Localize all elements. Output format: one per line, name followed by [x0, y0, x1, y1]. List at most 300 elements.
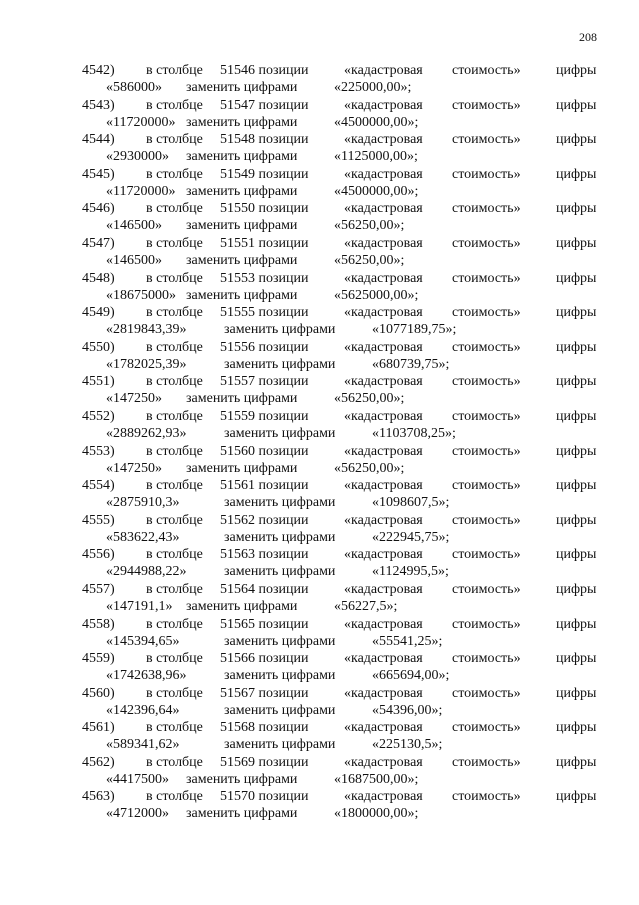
cadastral-label: «кадастровая	[344, 235, 423, 251]
new-value: «1077189,75»;	[372, 322, 457, 338]
column-number: 51553	[220, 270, 255, 286]
column-number: 51556	[220, 339, 255, 355]
column-position	[220, 97, 309, 114]
column-position	[220, 235, 309, 252]
digits-label: цифры	[556, 512, 597, 528]
amendment-item	[82, 62, 602, 97]
position-label: позиции	[258, 720, 309, 736]
cost-label: стоимость»	[452, 97, 521, 113]
position-label: позиции	[258, 754, 309, 770]
amendment-line-1	[82, 788, 602, 805]
cost-label: стоимость»	[452, 270, 521, 286]
amendment-line-1	[82, 97, 602, 114]
column-position	[220, 719, 309, 736]
column-number: 51549	[220, 166, 255, 182]
cost-label: стоимость»	[452, 789, 521, 805]
old-value: «142396,64»	[106, 702, 180, 718]
amendment-item	[82, 754, 602, 789]
new-value: «4500000,00»;	[334, 114, 419, 130]
in-column-label: в столбце	[146, 270, 203, 286]
old-value: «586000»	[106, 80, 162, 95]
cost-label: стоимость»	[452, 201, 521, 217]
position-label: позиции	[258, 443, 309, 459]
column-number: 51557	[220, 374, 255, 390]
replace-label: заменить цифрами	[186, 806, 298, 822]
column-position	[220, 546, 309, 563]
cadastral-label: «кадастровая	[344, 651, 423, 667]
amendment-line-2	[82, 183, 602, 200]
amendment-line-1	[82, 616, 602, 633]
digits-label: цифры	[556, 63, 597, 78]
digits-label: цифры	[556, 166, 597, 182]
new-value: «222945,75»;	[372, 529, 450, 545]
old-value: «147191,1»	[106, 598, 173, 614]
amendment-item	[82, 373, 602, 408]
column-position	[220, 754, 309, 771]
item-number: 4557)	[82, 581, 115, 597]
digits-label: цифры	[556, 547, 597, 563]
in-column-label: в столбце	[146, 63, 203, 78]
digits-label: цифры	[556, 235, 597, 251]
replace-label: заменить цифрами	[224, 737, 336, 753]
position-label: позиции	[258, 547, 309, 563]
column-number: 51560	[220, 443, 255, 459]
item-number: 4552)	[82, 408, 115, 424]
amendment-line-1	[82, 754, 602, 771]
column-position	[220, 408, 309, 425]
position-label: позиции	[258, 201, 309, 217]
digits-label: цифры	[556, 685, 597, 701]
replace-label: заменить цифрами	[186, 80, 298, 95]
page-number: 208	[579, 30, 597, 44]
cost-label: стоимость»	[452, 651, 521, 667]
old-value: «11720000»	[106, 114, 176, 130]
in-column-label: в столбце	[146, 789, 203, 805]
amendment-line-2	[82, 633, 602, 650]
position-label: позиции	[258, 305, 309, 321]
cost-label: стоимость»	[452, 339, 521, 355]
new-value: «56250,00»;	[334, 252, 405, 268]
item-number: 4559)	[82, 651, 115, 667]
replace-label: заменить цифрами	[186, 218, 298, 234]
replace-label: заменить цифрами	[224, 495, 336, 511]
column-position	[220, 616, 309, 633]
amendment-item	[82, 131, 602, 166]
new-value: «56250,00»;	[334, 460, 405, 476]
column-position	[220, 270, 309, 287]
new-value: «1687500,00»;	[334, 771, 419, 787]
item-number: 4558)	[82, 616, 115, 632]
in-column-label: в столбце	[146, 305, 203, 321]
in-column-label: в столбце	[146, 408, 203, 424]
item-number: 4550)	[82, 339, 115, 355]
amendment-line-2	[82, 805, 602, 822]
cost-label: стоимость»	[452, 408, 521, 424]
amendment-line-1	[82, 650, 602, 667]
amendment-line-1	[82, 270, 602, 287]
column-position	[220, 200, 309, 217]
cadastral-label: «кадастровая	[344, 720, 423, 736]
old-value: «2930000»	[106, 149, 169, 165]
item-number: 4562)	[82, 754, 115, 770]
cadastral-label: «кадастровая	[344, 166, 423, 182]
item-number: 4561)	[82, 720, 115, 736]
old-value: «4712000»	[106, 806, 169, 822]
cadastral-label: «кадастровая	[344, 374, 423, 390]
cost-label: стоимость»	[452, 547, 521, 563]
item-number: 4544)	[82, 132, 115, 148]
digits-label: цифры	[556, 789, 597, 805]
amendment-line-2	[82, 390, 602, 407]
position-label: позиции	[258, 512, 309, 528]
amendment-item	[82, 443, 602, 478]
column-position	[220, 339, 309, 356]
in-column-label: в столбце	[146, 201, 203, 217]
amendment-line-2	[82, 736, 602, 753]
position-label: позиции	[258, 685, 309, 701]
item-number: 4545)	[82, 166, 115, 182]
item-number: 4546)	[82, 201, 115, 217]
replace-label: заменить цифрами	[186, 114, 298, 130]
cadastral-label: «кадастровая	[344, 132, 423, 148]
amendment-item	[82, 512, 602, 547]
digits-label: цифры	[556, 201, 597, 217]
in-column-label: в столбце	[146, 720, 203, 736]
amendment-line-2	[82, 217, 602, 234]
new-value: «55541,25»;	[372, 633, 443, 649]
new-value: «56227,5»;	[334, 598, 398, 614]
replace-label: заменить цифрами	[224, 529, 336, 545]
old-value: «2875910,3»	[106, 495, 180, 511]
new-value: «1103708,25»;	[372, 425, 456, 441]
replace-label: заменить цифрами	[186, 460, 298, 476]
cost-label: стоимость»	[452, 63, 521, 78]
amendment-line-1	[82, 408, 602, 425]
amendment-item	[82, 200, 602, 235]
item-number: 4549)	[82, 305, 115, 321]
amendment-line-1	[82, 512, 602, 529]
in-column-label: в столбце	[146, 166, 203, 182]
item-number: 4553)	[82, 443, 115, 459]
amendment-line-2	[82, 287, 602, 304]
cost-label: стоимость»	[452, 443, 521, 459]
column-position	[220, 788, 309, 805]
position-label: позиции	[258, 616, 309, 632]
digits-label: цифры	[556, 270, 597, 286]
digits-label: цифры	[556, 651, 597, 667]
amendment-line-2	[82, 356, 602, 373]
in-column-label: в столбце	[146, 685, 203, 701]
old-value: «146500»	[106, 218, 162, 234]
new-value: «56250,00»;	[334, 218, 405, 234]
column-number: 51555	[220, 305, 255, 321]
cost-label: стоимость»	[452, 166, 521, 182]
amendment-line-2	[82, 252, 602, 269]
in-column-label: в столбце	[146, 339, 203, 355]
amendment-item	[82, 477, 602, 512]
old-value: «2889262,93»	[106, 425, 187, 441]
cadastral-label: «кадастровая	[344, 305, 423, 321]
cost-label: стоимость»	[452, 512, 521, 528]
item-number: 4547)	[82, 235, 115, 251]
cost-label: стоимость»	[452, 305, 521, 321]
replace-label: заменить цифрами	[186, 598, 298, 614]
column-position	[220, 62, 309, 79]
old-value: «146500»	[106, 252, 162, 268]
cost-label: стоимость»	[452, 132, 521, 148]
cadastral-label: «кадастровая	[344, 616, 423, 632]
amendment-line-1	[82, 339, 602, 356]
column-number: 51568	[220, 720, 255, 736]
position-label: позиции	[258, 339, 309, 355]
amendment-line-2	[82, 771, 602, 788]
amendment-line-1	[82, 373, 602, 390]
new-value: «5625000,00»;	[334, 287, 419, 303]
in-column-label: в столбце	[146, 374, 203, 390]
column-number: 51547	[220, 97, 255, 113]
amendment-line-1	[82, 62, 602, 79]
in-column-label: в столбце	[146, 443, 203, 459]
old-value: «147250»	[106, 460, 162, 476]
digits-label: цифры	[556, 132, 597, 148]
new-value: «54396,00»;	[372, 702, 443, 718]
amendment-line-2	[82, 460, 602, 477]
new-value: «1125000,00»;	[334, 149, 418, 165]
in-column-label: в столбце	[146, 235, 203, 251]
item-number: 4551)	[82, 374, 115, 390]
replace-label: заменить цифрами	[224, 425, 336, 441]
old-value: «583622,43»	[106, 529, 180, 545]
column-number: 51550	[220, 201, 255, 217]
new-value: «665694,00»;	[372, 668, 450, 684]
replace-label: заменить цифрами	[224, 322, 336, 338]
old-value: «589341,62»	[106, 737, 180, 753]
column-position	[220, 373, 309, 390]
in-column-label: в столбце	[146, 512, 203, 528]
column-position	[220, 477, 309, 494]
old-value: «145394,65»	[106, 633, 180, 649]
column-number: 51561	[220, 478, 255, 494]
amendment-item	[82, 97, 602, 132]
amendment-item	[82, 616, 602, 651]
replace-label: заменить цифрами	[186, 252, 298, 268]
cost-label: стоимость»	[452, 616, 521, 632]
cadastral-label: «кадастровая	[344, 201, 423, 217]
cadastral-label: «кадастровая	[344, 478, 423, 494]
column-position	[220, 443, 309, 460]
amendment-line-2	[82, 598, 602, 615]
digits-label: цифры	[556, 305, 597, 321]
old-value: «1782025,39»	[106, 356, 187, 372]
column-number: 51563	[220, 547, 255, 563]
amendment-line-1	[82, 443, 602, 460]
in-column-label: в столбце	[146, 547, 203, 563]
replace-label: заменить цифрами	[186, 149, 298, 165]
amendment-line-1	[82, 685, 602, 702]
new-value: «1124995,5»;	[372, 564, 449, 580]
digits-label: цифры	[556, 339, 597, 355]
digits-label: цифры	[556, 408, 597, 424]
amendment-line-1	[82, 200, 602, 217]
cadastral-label: «кадастровая	[344, 581, 423, 597]
replace-label: заменить цифрами	[186, 771, 298, 787]
column-position	[220, 166, 309, 183]
column-number: 51565	[220, 616, 255, 632]
in-column-label: в столбце	[146, 616, 203, 632]
item-number: 4543)	[82, 97, 115, 113]
amendment-line-2	[82, 148, 602, 165]
cadastral-label: «кадастровая	[344, 512, 423, 528]
old-value: «147250»	[106, 391, 162, 407]
amendment-line-1	[82, 304, 602, 321]
new-value: «56250,00»;	[334, 391, 405, 407]
amendment-line-1	[82, 581, 602, 598]
column-number: 51559	[220, 408, 255, 424]
column-number: 51567	[220, 685, 255, 701]
column-number: 51551	[220, 235, 255, 251]
amendment-line-2	[82, 321, 602, 338]
amendment-line-1	[82, 719, 602, 736]
position-label: позиции	[258, 374, 309, 390]
amendment-line-1	[82, 477, 602, 494]
cost-label: стоимость»	[452, 581, 521, 597]
new-value: «1800000,00»;	[334, 806, 419, 822]
amendment-line-1	[82, 131, 602, 148]
column-position	[220, 512, 309, 529]
position-label: позиции	[258, 408, 309, 424]
amendment-line-2	[82, 563, 602, 580]
cadastral-label: «кадастровая	[344, 97, 423, 113]
in-column-label: в столбце	[146, 651, 203, 667]
amendment-item	[82, 339, 602, 374]
position-label: позиции	[258, 97, 309, 113]
item-number: 4563)	[82, 789, 115, 805]
amendment-line-2	[82, 529, 602, 546]
position-label: позиции	[258, 166, 309, 182]
replace-label: заменить цифрами	[186, 183, 298, 199]
column-number: 51570	[220, 789, 255, 805]
column-position	[220, 685, 309, 702]
old-value: «11720000»	[106, 183, 176, 199]
amendment-item	[82, 270, 602, 305]
amendment-item	[82, 788, 602, 823]
cadastral-label: «кадастровая	[344, 339, 423, 355]
new-value: «225000,00»;	[334, 80, 412, 95]
column-number: 51548	[220, 132, 255, 148]
amendment-item	[82, 719, 602, 754]
in-column-label: в столбце	[146, 132, 203, 148]
amendment-line-2	[82, 425, 602, 442]
new-value: «1098607,5»;	[372, 495, 450, 511]
position-label: позиции	[258, 235, 309, 251]
item-number: 4555)	[82, 512, 115, 528]
cadastral-label: «кадастровая	[344, 789, 423, 805]
position-label: позиции	[258, 478, 309, 494]
cost-label: стоимость»	[452, 685, 521, 701]
column-number: 51566	[220, 651, 255, 667]
amendment-line-2	[82, 667, 602, 684]
position-label: позиции	[258, 132, 309, 148]
amendment-item	[82, 581, 602, 616]
cadastral-label: «кадастровая	[344, 754, 423, 770]
digits-label: цифры	[556, 581, 597, 597]
amendment-line-2	[82, 79, 602, 96]
amendment-item	[82, 235, 602, 270]
old-value: «1742638,96»	[106, 668, 187, 684]
in-column-label: в столбце	[146, 581, 203, 597]
new-value: «225130,5»;	[372, 737, 443, 753]
amendment-item	[82, 650, 602, 685]
cost-label: стоимость»	[452, 235, 521, 251]
amendment-list	[82, 62, 602, 823]
column-position	[220, 581, 309, 598]
column-number: 51569	[220, 754, 255, 770]
item-number: 4542)	[82, 63, 115, 78]
digits-label: цифры	[556, 443, 597, 459]
cost-label: стоимость»	[452, 720, 521, 736]
position-label: позиции	[258, 63, 309, 78]
amendment-line-2	[82, 494, 602, 511]
replace-label: заменить цифрами	[224, 702, 336, 718]
item-number: 4556)	[82, 547, 115, 563]
digits-label: цифры	[556, 754, 597, 770]
column-position	[220, 131, 309, 148]
position-label: позиции	[258, 270, 309, 286]
digits-label: цифры	[556, 97, 597, 113]
amendment-item	[82, 408, 602, 443]
cadastral-label: «кадастровая	[344, 443, 423, 459]
column-number: 51562	[220, 512, 255, 528]
column-number: 51546	[220, 63, 255, 78]
cost-label: стоимость»	[452, 478, 521, 494]
in-column-label: в столбце	[146, 97, 203, 113]
replace-label: заменить цифрами	[186, 391, 298, 407]
old-value: «2944988,22»	[106, 564, 187, 580]
amendment-item	[82, 685, 602, 720]
item-number: 4560)	[82, 685, 115, 701]
old-value: «2819843,39»	[106, 322, 187, 338]
cadastral-label: «кадастровая	[344, 547, 423, 563]
cost-label: стоимость»	[452, 754, 521, 770]
amendment-line-1	[82, 166, 602, 183]
new-value: «4500000,00»;	[334, 183, 419, 199]
cadastral-label: «кадастровая	[344, 270, 423, 286]
position-label: позиции	[258, 789, 309, 805]
amendment-line-2	[82, 114, 602, 131]
digits-label: цифры	[556, 720, 597, 736]
amendment-line-1	[82, 546, 602, 563]
replace-label: заменить цифрами	[224, 564, 336, 580]
amendment-line-1	[82, 235, 602, 252]
replace-label: заменить цифрами	[224, 356, 336, 372]
column-number: 51564	[220, 581, 255, 597]
position-label: позиции	[258, 651, 309, 667]
old-value: «18675000»	[106, 287, 176, 303]
amendment-item	[82, 166, 602, 201]
column-position	[220, 304, 309, 321]
digits-label: цифры	[556, 374, 597, 390]
cadastral-label: «кадастровая	[344, 63, 423, 78]
column-position	[220, 650, 309, 667]
amendment-item	[82, 304, 602, 339]
position-label: позиции	[258, 581, 309, 597]
item-number: 4548)	[82, 270, 115, 286]
cost-label: стоимость»	[452, 374, 521, 390]
cadastral-label: «кадастровая	[344, 685, 423, 701]
digits-label: цифры	[556, 478, 597, 494]
new-value: «680739,75»;	[372, 356, 450, 372]
cadastral-label: «кадастровая	[344, 408, 423, 424]
